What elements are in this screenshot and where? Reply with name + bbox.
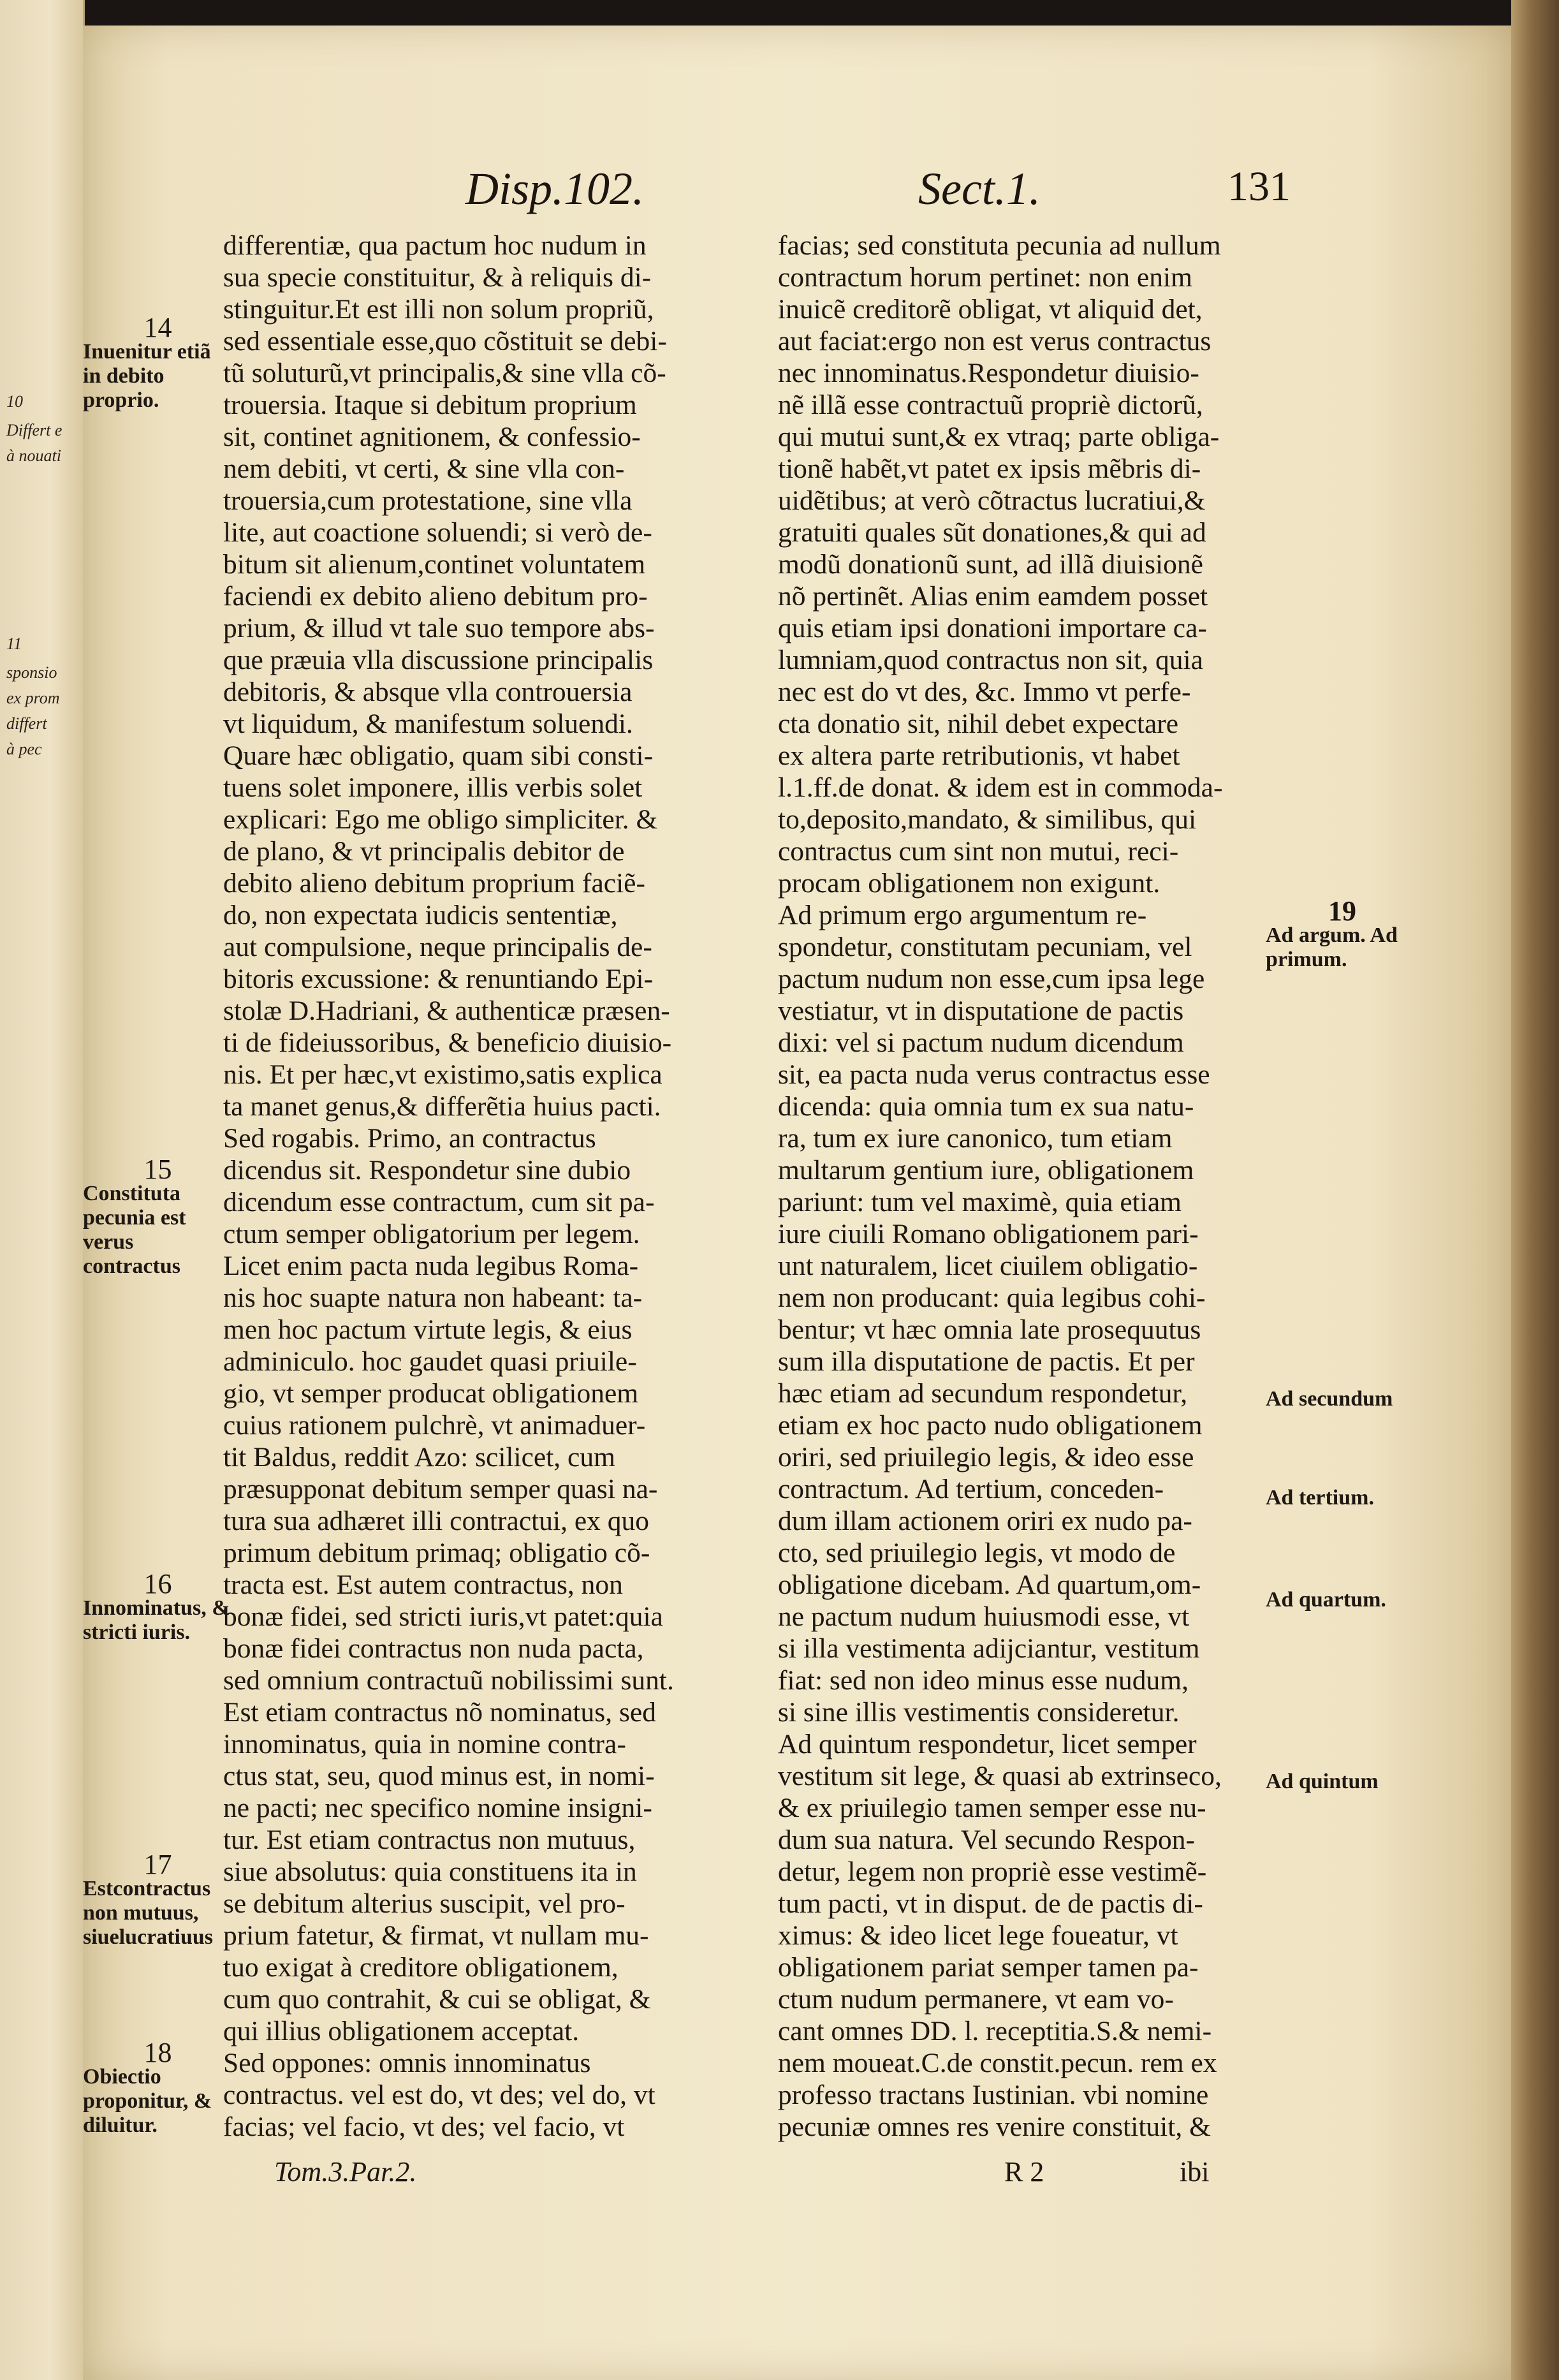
text-line: lumniam,quod contractus non sit, quia: [778, 645, 1203, 675]
note-number: 18: [143, 2037, 172, 2068]
text-line: ra, tum ex iure canonico, tum etiam: [778, 1123, 1173, 1154]
text-line: bonæ fidei, sed stricti iuris,vt patet:quia: [223, 1601, 663, 1632]
text-line: adminiculo. hoc gaudet quasi priuile-: [223, 1346, 637, 1377]
text-line: hæc etiam ad secundum respondetur,: [778, 1378, 1188, 1409]
text-line: faciendi ex debito alieno debitum pro-: [223, 581, 648, 612]
text-line: dicenda: quia omnia tum ex sua natu-: [778, 1091, 1194, 1122]
text-line: tura sua adhæret illi contractui, ex quo: [223, 1506, 650, 1536]
text-line: nec est do vt des, &c. Immo vt perfe-: [778, 677, 1191, 707]
text-line: explicari: Ego me obligo simpliciter. &: [223, 804, 658, 835]
note-text: Innominatus, & stricti iuris.: [83, 1596, 230, 1644]
text-line: trouersia,cum protestatione, sine vlla: [223, 485, 633, 516]
note-text: Ad quartum.: [1266, 1588, 1386, 1612]
text-line: nis hoc suapte natura non habeant: ta-: [223, 1282, 643, 1313]
text-line: contractus cum sint non mutui, reci-: [778, 836, 1179, 867]
text-line: l.1.ff.de donat. & idem est in commoda-: [778, 772, 1223, 803]
text-line: nem non producant: quia legibus cohi-: [778, 1282, 1206, 1313]
margin-note-15: [83, 1154, 233, 1279]
text-line: Est etiam contractus nõ nominatus, sed: [223, 1697, 656, 1728]
header-section: Sect.1.: [918, 163, 1041, 214]
note-number: 15: [143, 1154, 172, 1185]
text-line: nem debiti, vt certi, & sine vlla con-: [223, 453, 625, 484]
text-line: prium, & illud vt tale suo tempore abs-: [223, 613, 655, 643]
text-line: Ad primum ergo argumentum re-: [778, 900, 1147, 930]
text-line: contractum. Ad tertium, conceden-: [778, 1474, 1164, 1504]
text-column-right: [778, 230, 1333, 2143]
text-line: nem moueat.C.de constit.pecun. rem ex: [778, 2048, 1217, 2078]
text-line: cuius rationem pulchrè, vt animaduer-: [223, 1410, 646, 1441]
text-column-left: [223, 230, 778, 2143]
facing-page-gutter: [0, 0, 85, 2380]
note-text: Ad argum. Ad primum.: [1266, 923, 1398, 971]
text-line: ctus stat, seu, quod minus est, in nomi-: [223, 1761, 655, 1791]
text-line: ta manet genus,& differẽtia huius pacti.: [223, 1091, 661, 1122]
gathering-signature: R 2: [1004, 2156, 1044, 2187]
text-line: vt liquidum, & manifestum soluendi.: [223, 709, 633, 739]
text-line: multarum gentium iure, obligationem: [778, 1155, 1194, 1186]
text-line: & ex priuilegio tamen semper esse nu-: [778, 1793, 1206, 1823]
text-line: dum sua natura. Vel secundo Respon-: [778, 1825, 1195, 1855]
text-line: siue absolutus: quia constituens ita in: [223, 1856, 637, 1887]
text-line: Licet enim pacta nuda legibus Roma-: [223, 1251, 639, 1281]
text-line: si illa vestimenta adijciantur, vestitum: [778, 1633, 1200, 1664]
text-line: prium fatetur, & firmat, vt nullam mu-: [223, 1920, 649, 1951]
margin-note-16: [83, 1568, 233, 1645]
gutter-mark: differt: [6, 714, 47, 733]
note-text: Estcontractus non mutuus, siuelucratiuus: [83, 1877, 214, 1949]
gutter-mark: à pec: [6, 740, 42, 758]
text-line: pariunt: tum vel maximè, quia etiam: [778, 1187, 1182, 1217]
text-line: primum debitum primaq; obligatio cõ-: [223, 1538, 650, 1568]
text-line: vestiatur, vt in disputatione de pactis: [778, 995, 1184, 1026]
text-line: sed omnium contractuũ nobilissimi sunt.: [223, 1665, 674, 1696]
margin-note-18: [83, 2037, 233, 2138]
text-line: unt naturalem, licet ciuilem obligatio-: [778, 1251, 1198, 1281]
note-text: Ad secundum: [1266, 1387, 1393, 1411]
text-line: præsupponat debitum semper quasi na-: [223, 1474, 658, 1504]
text-line: nis. Et per hæc,vt existimo,satis explica: [223, 1059, 662, 1090]
gutter-mark: Differt e: [6, 421, 62, 439]
text-line: cta donatio sit, nihil debet expectare: [778, 709, 1179, 739]
text-line: sum illa disputatione de pactis. Et per: [778, 1346, 1195, 1377]
note-number: 14: [143, 312, 172, 343]
text-line: tracta est. Est autem contractus, non: [223, 1569, 623, 1600]
text-line: sed essentiale esse,quo cõstituit se debi-: [223, 326, 667, 356]
text-line: obligatione dicebam. Ad quartum,om-: [778, 1569, 1201, 1600]
note-text: Ad tertium.: [1266, 1486, 1374, 1510]
text-line: obligationem pariat semper tamen pa-: [778, 1952, 1199, 1983]
note-text: Obiectio proponitur, & diluitur.: [83, 2065, 212, 2137]
gutter-mark: 11: [6, 635, 22, 653]
text-line: si sine illis vestimentis consideretur.: [778, 1697, 1180, 1728]
text-line: qui mutui sunt,& ex vtraq; parte obliga-: [778, 422, 1220, 452]
text-line: facias; vel facio, vt des; vel facio, vt: [223, 2112, 625, 2142]
text-line: lite, aut coactione soluendi; si verò de-: [223, 517, 652, 548]
gutter-mark: 10: [6, 392, 23, 411]
text-line: pactum nudum non esse,cum ipsa lege: [778, 964, 1205, 994]
text-line: professo tractans Iustinian. vbi nomine: [778, 2080, 1209, 2110]
text-line: to,deposito,mandato, & similibus, qui: [778, 804, 1197, 835]
text-line: contractus. vel est do, vt des; vel do, vt: [223, 2080, 655, 2110]
catchword: ibi: [1180, 2156, 1210, 2187]
text-line: nẽ illã esse contractuũ propriè dictorũ,: [778, 390, 1203, 420]
text-line: sit, ea pacta nuda verus contractus esse: [778, 1059, 1210, 1090]
text-line: differentiæ, qua pactum hoc nudum in: [223, 230, 647, 261]
text-line: nec innominatus.Respondetur diuisio-: [778, 358, 1199, 388]
text-line: ti de fideiussoribus, & beneficio diuisio-: [223, 1027, 672, 1058]
text-line: oriri, sed priuilegio legis, & ideo esse: [778, 1442, 1194, 1473]
text-line: Sed rogabis. Primo, an contractus: [223, 1123, 596, 1154]
margin-note-17: [83, 1849, 233, 1950]
text-line: se debitum alterius suscipit, vel pro-: [223, 1888, 626, 1919]
text-line: men hoc pactum virtute legis, & eius: [223, 1314, 633, 1345]
note-text: Constituta pecunia est verus contractus: [83, 1182, 186, 1278]
text-line: debito alieno debitum proprium faciẽ-: [223, 868, 645, 899]
text-line: aut compulsione, neque principalis de-: [223, 932, 652, 962]
text-line: de plano, & vt principalis debitor de: [223, 836, 625, 867]
volume-signature: Tom.3.Par.2.: [274, 2156, 417, 2187]
text-line: cum quo contrahit, & cui se obligat, &: [223, 1984, 651, 2015]
text-line: do, non expectata iudicis sententiæ,: [223, 900, 618, 930]
text-line: iure ciuili Romano obligationem pari-: [778, 1219, 1199, 1249]
text-line: nõ pertinẽt. Alias enim eamdem posset: [778, 581, 1208, 612]
text-line: stolæ D.Hadriani, & authenticæ præsen-: [223, 995, 670, 1026]
text-line: tum pacti, vt in disput. de de pactis di-: [778, 1888, 1203, 1919]
gutter-mark: ex prom: [6, 689, 60, 707]
text-line: dum illam actionem oriri ex nudo pa-: [778, 1506, 1192, 1536]
text-line: ne pactum nudum huiusmodi esse, vt: [778, 1601, 1190, 1632]
text-line: ximus: & ideo licet lege foueatur, vt: [778, 1920, 1178, 1951]
text-line: quis etiam ipsi donationi importare ca-: [778, 613, 1207, 643]
text-line: Quare hæc obligatio, quam sibi consti-: [223, 740, 654, 771]
text-line: procam obligationem non exigunt.: [778, 868, 1160, 899]
text-line: tit Baldus, reddit Azo: scilicet, cum: [223, 1442, 615, 1473]
text-line: etiam ex hoc pacto nudo obligationem: [778, 1410, 1203, 1441]
text-line: aut faciat:ergo non est verus contractus: [778, 326, 1211, 356]
text-line: spondetur, constitutam pecuniam, vel: [778, 932, 1192, 962]
note-text: Ad quintum: [1266, 1770, 1379, 1793]
book-edge: [1511, 0, 1559, 2380]
text-line: detur, legem non propriè esse vestimẽ-: [778, 1856, 1207, 1887]
text-line: ne pacti; nec specifico nomine insigni-: [223, 1793, 652, 1823]
text-line: Ad quintum respondetur, licet semper: [778, 1729, 1197, 1759]
text-line: fiat: sed non ideo minus esse nudum,: [778, 1665, 1189, 1696]
note-number: 19: [1328, 895, 1356, 927]
text-line: dicendum esse contractum, cum sit pa-: [223, 1187, 655, 1217]
text-line: tũ soluturũ,vt principalis,& sine vlla cõ-: [223, 358, 666, 388]
text-line: trouersia. Itaque si debitum proprium: [223, 390, 637, 420]
text-line: tur. Est etiam contractus non mutuus,: [223, 1825, 636, 1855]
text-line: contractum horum pertinet: non enim: [778, 262, 1192, 293]
text-line: uidẽtibus; at verò cõtractus lucratiui,&: [778, 485, 1206, 516]
margin-note-14: [83, 312, 233, 413]
page-number: 131: [1227, 163, 1291, 210]
text-line: tionẽ habẽt,vt patet ex ipsis mẽbris di-: [778, 453, 1201, 484]
book-page: [83, 26, 1511, 2380]
text-line: ctum semper obligatorium per legem.: [223, 1219, 640, 1249]
text-line: dixi: vel si pactum nudum dicendum: [778, 1027, 1184, 1058]
text-line: gratuiti quales sũt donationes,& qui ad: [778, 517, 1206, 548]
text-line: gio, vt semper producat obligationem: [223, 1378, 639, 1409]
text-line: facias; sed constituta pecunia ad nullum: [778, 230, 1221, 261]
running-header: [83, 163, 1511, 239]
note-number: 17: [143, 1849, 172, 1880]
gutter-mark: à nouati: [6, 446, 61, 465]
text-line: ex altera parte retributionis, vt habet: [778, 740, 1180, 771]
text-line: inuicẽ creditorẽ obligat, vt aliquid det,: [778, 294, 1203, 325]
text-line: modũ donationũ sunt, ad illã diuisionẽ: [778, 549, 1203, 580]
text-line: cant omnes DD. l. receptitia.S.& nemi-: [778, 2016, 1212, 2046]
text-line: sit, continet agnitionem, & confessio-: [223, 422, 641, 452]
text-line: qui illius obligationem acceptat.: [223, 2016, 580, 2046]
text-line: Sed oppones: omnis innominatus: [223, 2048, 591, 2078]
text-line: stinguitur.Et est illi non solum propriũ,: [223, 294, 654, 325]
text-line: pecuniæ omnes res venire constituit, &: [778, 2112, 1211, 2142]
text-line: tuo exigat à creditore obligationem,: [223, 1952, 618, 1983]
text-line: debitoris, & absque vlla controuersia: [223, 677, 633, 707]
text-line: dicendus sit. Respondetur sine dubio: [223, 1155, 631, 1186]
text-line: tuens solet imponere, illis verbis solet: [223, 772, 643, 803]
text-line: bentur; vt hæc omnia late prosequutus: [778, 1314, 1201, 1345]
text-line: bitum sit alienum,continet voluntatem: [223, 549, 646, 580]
text-line: que præuia vlla discussione principalis: [223, 645, 654, 675]
text-line: vestitum sit lege, & quasi ab extrinseco,: [778, 1761, 1222, 1791]
text-line: innominatus, quia in nomine contra-: [223, 1729, 626, 1759]
header-disputation: Disp.102.: [465, 163, 645, 214]
note-text: Inuenitur etiã in debito proprio.: [83, 340, 211, 412]
text-line: sua specie constituitur, & à reliquis di-: [223, 262, 652, 293]
text-line: cto, sed priuilegio legis, vt modo de: [778, 1538, 1176, 1568]
text-line: ctum nudum permanere, vt eam vo-: [778, 1984, 1174, 2015]
page-footer: [83, 2156, 1511, 2200]
text-line: bitoris excussione: & renuntiando Epi-: [223, 964, 654, 994]
note-number: 16: [143, 1568, 172, 1599]
text-line: bonæ fidei contractus non nuda pacta,: [223, 1633, 644, 1664]
gutter-mark: sponsio: [6, 663, 57, 682]
